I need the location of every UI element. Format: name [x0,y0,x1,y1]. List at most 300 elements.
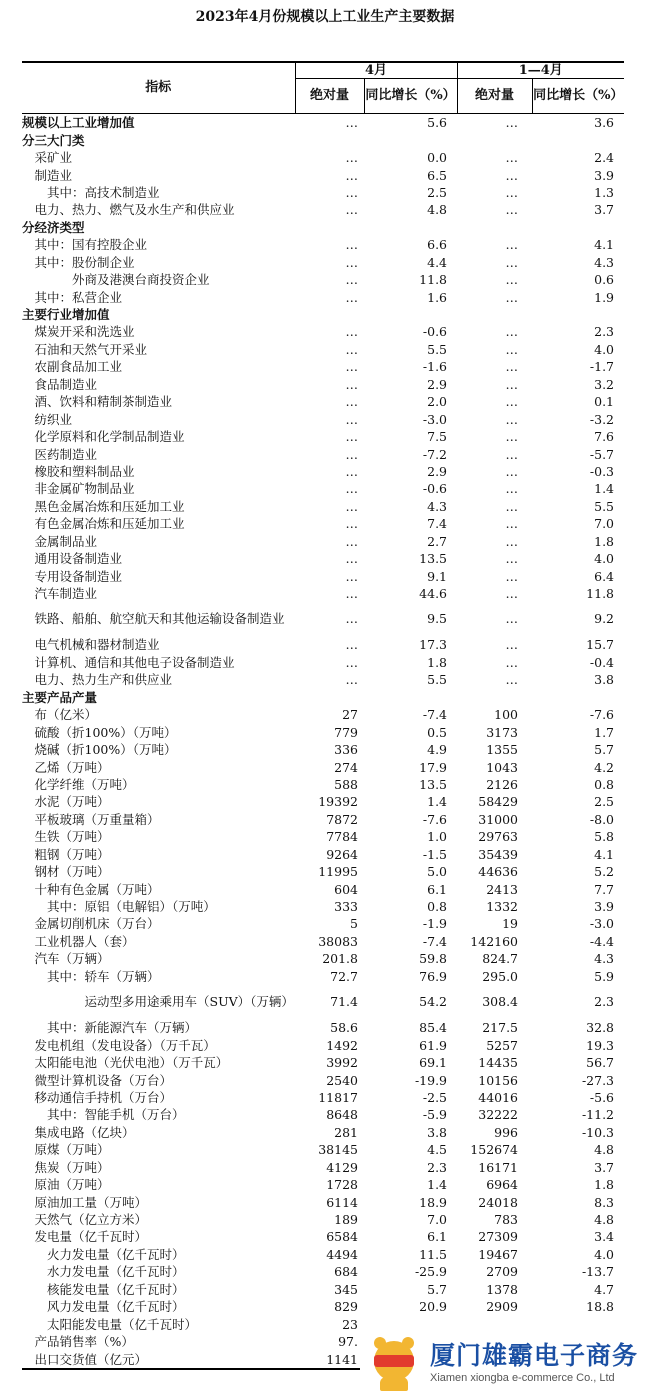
data-table [22,61,624,1370]
row-ytd-yoy [532,689,624,706]
row-ytd-yoy: 8.3 [594,1194,615,1210]
row-ytd-yoy: -27.3 [581,1072,615,1088]
row-ytd-abs: 44016 [478,1089,519,1105]
row-name: 十种有色金属（万吨） [22,881,160,897]
table-row [22,671,624,688]
row-name: 原油（万吨） [22,1177,110,1193]
row-ytd-yoy: 9.2 [594,611,615,627]
row-name: 石油和天然气开采业 [22,341,148,357]
row-month-abs: 27 [342,707,358,723]
row-month-yoy: -7.6 [422,811,448,827]
row-month-yoy: -7.4 [422,933,448,949]
row-ytd-abs: 2909 [486,1299,519,1315]
row-month-abs: 2540 [326,1072,358,1088]
row-month-abs: … [345,341,358,357]
row-month-yoy: 4.5 [427,1142,448,1158]
row-ytd-abs: … [505,654,519,670]
table-row [22,1281,624,1298]
row-ytd-yoy: 0.6 [594,272,615,288]
row-name: 产品销售率（%） [22,1334,134,1350]
row-name: 其中：智能手机（万台） [22,1107,185,1123]
table-row [22,880,624,897]
table-row [22,480,624,497]
row-name: 发电量（亿千瓦时） [22,1229,148,1245]
table-body [22,114,624,1369]
table-row [22,550,624,567]
table-header [22,62,624,114]
row-month-abs: … [345,167,358,183]
row-name: 原煤（万吨） [22,1142,110,1158]
row-month-abs: 4494 [326,1246,358,1262]
row-month-yoy: -1.6 [422,359,448,375]
row-ytd-abs: 100 [494,707,519,723]
row-ytd-abs: 5257 [486,1037,519,1053]
row-month-abs: 1728 [326,1177,358,1193]
table-row [22,376,624,393]
row-ytd-yoy: 3.9 [594,167,615,183]
row-ytd-abs: … [505,637,519,653]
row-ytd-yoy: 5.7 [594,742,615,758]
table-row [22,863,624,880]
row-month-yoy: -0.6 [422,324,448,340]
row-month-yoy: 61.9 [419,1037,448,1053]
row-ytd-abs: … [505,115,519,131]
row-name: 煤炭开采和洗选业 [22,324,135,340]
row-ytd-yoy: 1.8 [594,1177,615,1193]
row-month-abs: … [345,463,358,479]
row-name: 化学原料和化学制品制造业 [22,429,185,445]
row-ytd-abs [457,689,532,706]
table-section-row [22,131,624,148]
row-month-abs: 5 [350,916,358,932]
table-row [22,1106,624,1123]
row-month-abs: … [345,237,358,253]
row-name: 风力发电量（亿千瓦时） [22,1299,185,1315]
row-month-yoy: -1.5 [422,846,448,862]
row-month-abs: … [345,202,358,218]
row-month-yoy: 13.5 [419,776,448,792]
row-ytd-yoy: 4.8 [594,1212,615,1228]
row-name: 其中：轿车（万辆） [22,968,160,984]
row-name: 金属制品业 [22,533,98,549]
row-month-yoy: 85.4 [419,1020,448,1036]
table-row [22,1228,624,1245]
row-month-abs: 3992 [326,1055,358,1071]
row-month-yoy: 2.9 [427,463,448,479]
header-month-abs: 绝对量 [295,79,364,114]
row-month-abs: 201.8 [322,951,358,967]
table-row [22,1246,624,1263]
row-ytd-yoy: 2.4 [594,150,615,166]
row-name: 计算机、通信和其他电子设备制造业 [22,654,235,670]
row-month-yoy: 69.1 [419,1055,448,1071]
row-name: 平板玻璃（万重量箱） [22,811,160,827]
row-month-abs: 829 [334,1299,358,1315]
header-indicator: 指标 [22,62,295,114]
row-ytd-abs: 19 [502,916,519,932]
row-month-yoy: 13.5 [419,551,448,567]
table-row [22,933,624,950]
table-row [22,776,624,793]
row-ytd-abs: 31000 [478,811,519,827]
row-month-abs: … [345,184,358,200]
table-row [22,915,624,932]
row-name: 硫酸（折100%）（万吨） [22,724,177,740]
row-ytd-yoy: 0.1 [594,394,615,410]
row-ytd-yoy: 1.9 [594,289,615,305]
row-month-yoy: 17.3 [419,637,448,653]
row-month-yoy: -0.6 [422,481,448,497]
row-month-yoy: 59.8 [419,951,448,967]
row-ytd-yoy: -7.6 [589,707,615,723]
row-month-yoy: 76.9 [419,968,448,984]
row-ytd-yoy: 11.8 [586,586,615,602]
row-month-abs: 7872 [326,811,358,827]
row-name: 化学纤维（万吨） [22,776,135,792]
table-row [22,323,624,340]
row-ytd-yoy: -8.0 [589,811,615,827]
row-month-yoy: 54.2 [419,994,448,1009]
row-ytd-abs: 996 [494,1124,519,1140]
row-name: 水泥（万吨） [22,794,110,810]
row-ytd-yoy: -5.6 [589,1089,615,1105]
row-ytd-yoy: 32.8 [586,1020,615,1036]
row-month-abs: 38145 [318,1142,358,1158]
row-month-yoy: 0.5 [427,724,448,740]
row-name: 采矿业 [22,150,73,166]
row-month-abs: … [345,568,358,584]
row-month-abs: … [345,516,358,532]
row-month-abs: … [345,672,358,688]
row-month-abs [295,306,364,323]
row-ytd-yoy: -1.7 [589,359,615,375]
row-ytd-yoy: 5.5 [594,498,615,514]
table-section-row [22,306,624,323]
row-ytd-abs: 14435 [478,1055,519,1071]
row-month-yoy: 6.1 [427,881,448,897]
table-row [22,1141,624,1158]
table-row [22,393,624,410]
table-row [22,166,624,183]
table-row [22,602,624,636]
row-name: 乙烯（万吨） [22,759,110,775]
row-ytd-yoy: 4.8 [594,1142,615,1158]
table-row [22,1159,624,1176]
row-month-abs: 9264 [326,846,358,862]
row-month-abs: … [345,394,358,410]
row-month-abs: … [345,551,358,567]
row-month-abs: … [345,324,358,340]
row-month-yoy: 0.8 [427,899,448,915]
row-name: 天然气（亿立方米） [22,1212,148,1228]
row-ytd-abs [457,131,532,148]
row-name: 黑色金属冶炼和压延加工业 [22,498,185,514]
row-ytd-abs: 35439 [478,846,519,862]
row-month-abs: … [345,586,358,602]
row-month-yoy [364,306,457,323]
row-ytd-abs: … [505,359,519,375]
row-ytd-abs: 16171 [478,1159,519,1175]
row-month-abs [295,219,364,236]
table-row [22,723,624,740]
row-ytd-abs: … [505,498,519,514]
row-month-yoy: 2.0 [427,394,448,410]
row-ytd-abs [457,306,532,323]
watermark-company-en: Xiamen xiongba e-commerce Co., Ltd [430,1372,615,1384]
header-ytd-abs: 绝对量 [457,79,532,114]
table-row [22,636,624,653]
row-month-abs: 23 [342,1316,358,1332]
table-row [22,1263,624,1280]
row-ytd-yoy: 19.3 [586,1037,615,1053]
row-month-abs: 38083 [318,933,358,949]
row-month-yoy: 4.4 [427,254,448,270]
table-row [22,950,624,967]
row-name: 分经济类型 [22,219,85,235]
table-section-row [22,689,624,706]
row-name: 橡胶和塑料制品业 [22,463,135,479]
table-row [22,985,624,1019]
row-name: 食品制造业 [22,376,98,392]
row-ytd-abs: 824.7 [482,951,519,967]
row-name: 电力、热力生产和供应业 [22,672,173,688]
row-ytd-abs: … [505,324,519,340]
watermark-company-cn: 厦门雄霸电子商务 [430,1341,639,1370]
table-row [22,341,624,358]
row-month-yoy: 1.4 [427,1177,448,1193]
row-ytd-yoy: -13.7 [581,1264,615,1280]
table-row [22,236,624,253]
row-ytd-abs: 29763 [478,829,519,845]
row-name: 布（亿米） [22,707,98,723]
row-month-abs: … [345,654,358,670]
row-name: 火力发电量（亿千瓦时） [22,1246,185,1262]
row-ytd-abs: … [505,202,519,218]
row-month-yoy [364,689,457,706]
table-row [22,741,624,758]
table-row [22,968,624,985]
row-month-yoy: 11.5 [419,1246,448,1262]
table-row [22,828,624,845]
row-ytd-yoy: 18.8 [586,1299,615,1315]
row-name: 非金属矿物制品业 [22,481,135,497]
row-ytd-yoy: 1.7 [594,724,615,740]
row-name: 铁路、船舶、航空航天和其他运输设备制造业 [22,611,285,627]
row-month-yoy [364,219,457,236]
row-month-abs: 779 [334,724,358,740]
row-ytd-abs: 2709 [486,1264,519,1280]
row-month-abs: 189 [334,1212,358,1228]
row-ytd-abs: 2126 [486,776,519,792]
row-ytd-abs: 1332 [486,899,519,915]
row-month-yoy: -7.4 [422,707,448,723]
row-ytd-yoy: -0.4 [589,654,615,670]
row-name: 汽车（万辆） [22,951,110,967]
row-ytd-abs: 24018 [478,1194,519,1210]
row-month-yoy: 9.1 [427,568,448,584]
row-ytd-yoy: 4.1 [594,237,615,253]
table-row [22,654,624,671]
row-month-yoy: 2.5 [427,184,448,200]
row-ytd-abs: … [505,463,519,479]
row-month-yoy: 1.6 [427,289,448,305]
row-ytd-yoy: 5.2 [594,864,615,880]
table-row [22,1071,624,1088]
row-month-abs: 1492 [326,1037,358,1053]
row-month-yoy: 6.6 [427,237,448,253]
row-month-yoy: 4.3 [427,498,448,514]
row-ytd-yoy: 56.7 [586,1055,615,1071]
row-ytd-yoy: -0.3 [589,463,615,479]
table-row [22,1089,624,1106]
row-month-abs: 345 [334,1281,358,1297]
table-row [22,428,624,445]
table-row [22,1036,624,1053]
row-month-yoy: -5.9 [422,1107,448,1123]
row-name: 电力、热力、燃气及水生产和供应业 [22,202,235,218]
row-ytd-abs: … [505,167,519,183]
table-row [22,1193,624,1210]
row-month-abs: 72.7 [330,968,358,984]
row-ytd-abs: 3173 [486,724,519,740]
row-month-yoy: 6.5 [427,167,448,183]
table-row [22,567,624,584]
watermark-logo [360,1330,650,1396]
row-month-yoy: 17.9 [419,759,448,775]
row-ytd-abs: … [505,272,519,288]
row-name: 太阳能电池（光伏电池）（万千瓦） [22,1055,229,1071]
row-ytd-yoy: 3.4 [594,1229,615,1245]
row-ytd-yoy: 4.0 [594,1246,615,1262]
row-month-yoy: 11.8 [419,272,448,288]
row-name: 主要行业增加值 [22,307,110,323]
row-month-abs: … [345,376,358,392]
row-ytd-abs: … [505,376,519,392]
row-ytd-yoy: 5.8 [594,829,615,845]
row-name: 焦炭（万吨） [22,1159,110,1175]
row-month-abs: 588 [334,776,358,792]
row-ytd-abs: 10156 [478,1072,519,1088]
table-row [22,758,624,775]
row-ytd-yoy: 3.9 [594,899,615,915]
row-month-yoy: 6.1 [427,1229,448,1245]
row-name: 分三大门类 [22,132,85,148]
row-ytd-yoy: -5.7 [589,446,615,462]
row-ytd-yoy: -11.2 [581,1107,615,1123]
row-ytd-abs: … [505,184,519,200]
row-ytd-yoy: 1.4 [594,481,615,497]
row-month-abs: … [345,446,358,462]
row-ytd-yoy: 4.1 [594,846,615,862]
row-ytd-abs: … [505,586,519,602]
row-ytd-yoy: 7.0 [594,516,615,532]
row-name: 原油加工量（万吨） [22,1194,148,1210]
row-name: 粗钢（万吨） [22,846,110,862]
row-month-yoy: -7.2 [422,446,448,462]
row-name: 外商及港澳台商投资企业 [22,272,210,288]
table-row [22,898,624,915]
row-month-yoy: 7.0 [427,1212,448,1228]
row-ytd-abs: 2413 [486,881,519,897]
row-month-abs: … [345,359,358,375]
row-month-abs: 604 [334,881,358,897]
table-row [22,1176,624,1193]
row-month-yoy: 9.5 [427,611,448,627]
table-row [22,498,624,515]
row-ytd-abs: … [505,150,519,166]
row-month-yoy: 1.0 [427,829,448,845]
row-ytd-yoy: -4.4 [589,933,615,949]
row-name: 农副食品加工业 [22,359,123,375]
row-ytd-abs: 308.4 [482,994,519,1009]
row-month-abs: … [345,150,358,166]
row-name: 钢材（万吨） [22,864,110,880]
row-ytd-yoy: 3.6 [594,115,615,131]
table-row [22,1298,624,1315]
row-month-abs: … [345,289,358,305]
row-month-yoy [364,131,457,148]
row-month-yoy: 2.7 [427,533,448,549]
row-month-abs: 8648 [326,1107,358,1123]
table-row [22,463,624,480]
row-ytd-yoy: 3.7 [594,202,615,218]
row-name: 规模以上工业增加值 [22,115,135,131]
row-month-abs: 1141 [295,1350,364,1368]
row-month-yoy: -19.9 [414,1072,448,1088]
row-month-yoy: 5.0 [427,864,448,880]
row-month-abs: 684 [334,1264,358,1280]
row-ytd-yoy: 7.6 [594,429,615,445]
row-ytd-abs: 32222 [478,1107,519,1123]
row-name: 移动通信手持机（万台） [22,1089,173,1105]
row-ytd-abs: … [505,481,519,497]
table-row [22,254,624,271]
row-ytd-yoy: -10.3 [581,1124,615,1140]
row-ytd-abs: 1378 [486,1281,519,1297]
row-name: 微型计算机设备（万台） [22,1072,173,1088]
header-ytd: 1—4月 [457,62,624,79]
row-month-abs: … [345,411,358,427]
table-row [22,201,624,218]
table-row [22,1211,624,1228]
row-month-abs: … [345,498,358,514]
table-row [22,846,624,863]
row-ytd-abs: 295.0 [482,968,519,984]
table-row [22,706,624,723]
row-name: 有色金属冶炼和压延加工业 [22,516,185,532]
row-month-abs: 11817 [318,1089,358,1105]
row-ytd-abs: 1355 [486,742,519,758]
table-row [22,410,624,427]
row-month-abs: … [345,429,358,445]
row-name: 纺织业 [22,411,73,427]
row-ytd-yoy: 4.7 [594,1281,615,1297]
row-month-yoy: 7.5 [427,429,448,445]
row-ytd-abs: … [505,533,519,549]
row-month-yoy: 5.5 [427,341,448,357]
row-ytd-yoy: 1.3 [594,184,615,200]
row-ytd-abs: … [505,429,519,445]
row-ytd-abs: … [505,411,519,427]
row-name: 水力发电量（亿千瓦时） [22,1264,185,1280]
row-ytd-yoy: 1.8 [594,533,615,549]
row-ytd-abs: … [505,254,519,270]
table-row [22,1054,624,1071]
row-ytd-yoy [532,219,624,236]
table-row [22,358,624,375]
row-ytd-yoy: 6.4 [594,568,615,584]
row-month-abs: 97. [338,1334,358,1350]
